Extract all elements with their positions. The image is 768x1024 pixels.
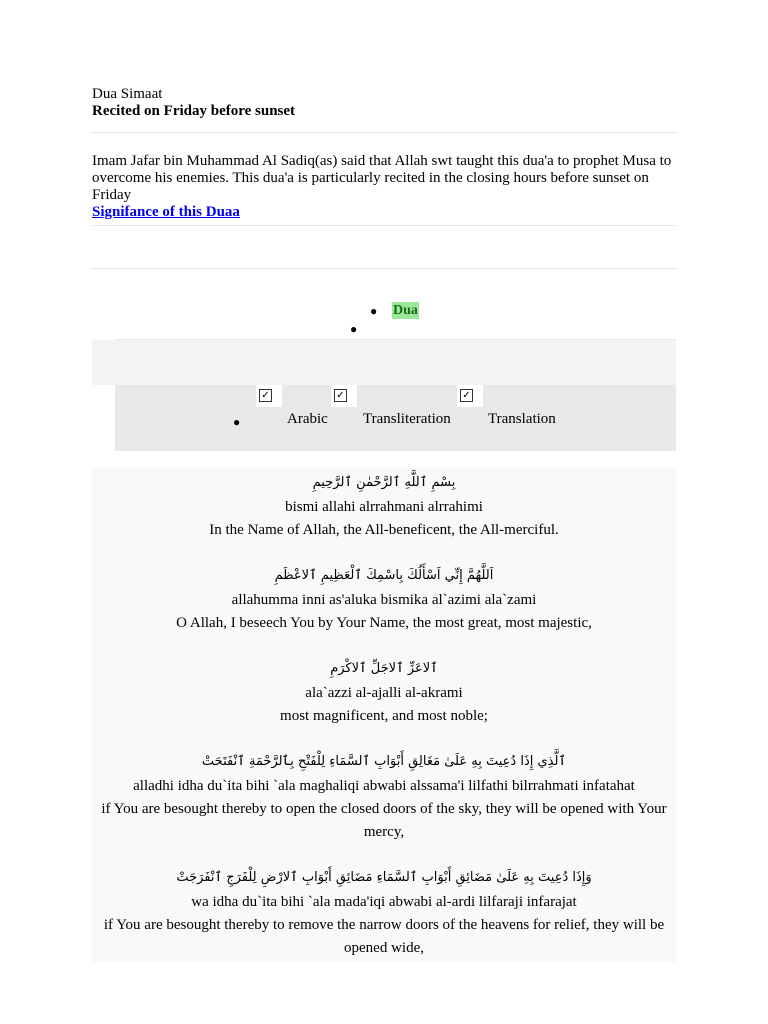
intro-text: Imam Jafar bin Muhammad Al Sadiq(as) said that Allah swt taught this dua'a to prophet Musa to overcome his enemies. This dua'a is particularly recited in the closing hours before sunset on Friday	[92, 153, 672, 203]
verse	[92, 865, 676, 960]
checkbox-translation[interactable]: ✓	[460, 389, 473, 402]
page-subtitle: Recited on Friday before sunset	[92, 103, 296, 119]
bullet-icon: ●	[233, 415, 241, 429]
verse-transliteration: alladhi idha du`ita bihi `ala maghaliqi abwabi alssama'i lilfathi bilrrahmati infatahat	[133, 778, 635, 794]
option-arabic-label: Arabic	[287, 411, 328, 427]
option-translation-label: Translation	[488, 411, 556, 427]
verse-arabic: اَللَّهُمَّ إِنِّي اَسْأَلُكَ بِاسْمِكَ ٱلْعَظِيمِ ٱلاعْظَمِ	[274, 568, 494, 583]
checkbox-translation-cell	[457, 385, 483, 407]
options-spacer	[92, 340, 676, 385]
verse-arabic: بِسْمِ ٱللَّهِ ٱلرَّحْمٰنِ ٱلرَّحِيمِ	[312, 475, 456, 490]
bullet-icon: ●	[350, 322, 358, 336]
verse-transliteration: ala`azzi al-ajalli al-akrami	[305, 685, 463, 701]
checkbox-transliteration-cell	[331, 385, 357, 407]
tab-resources[interactable]: Resources	[373, 321, 434, 336]
verse	[92, 749, 676, 844]
verse-translation: if You are besought thereby to open the closed doors of the sky, they will be opened with Your mercy,	[101, 801, 667, 840]
bullet-icon: ●	[370, 304, 378, 318]
verse-translation: In the Name of Allah, the All-beneficent, the All-merciful.	[209, 522, 559, 538]
page-content	[92, 86, 676, 962]
options-bar	[115, 385, 676, 451]
divider	[92, 132, 676, 133]
verse-transliteration: wa idha du`ita bihi `ala mada'iqi abwabi al-ardi lilfaraji infarajat	[191, 894, 577, 910]
verse	[92, 470, 676, 542]
verse-translation: if You are besought thereby to remove the narrow doors of the heavens for relief, they will be opened wide,	[103, 917, 665, 956]
dua-content	[92, 468, 676, 962]
verse	[92, 656, 676, 728]
verse-translation: most magnificent, and most noble;	[280, 708, 488, 724]
verse	[92, 563, 676, 635]
spacer	[92, 451, 676, 468]
checkbox-transliteration[interactable]: ✓	[334, 389, 347, 402]
tab-dua[interactable]: Dua	[393, 303, 418, 318]
significance-link[interactable]: Signifance of this Duaa	[92, 204, 240, 220]
divider	[92, 225, 676, 226]
checkbox-arabic-cell	[256, 385, 282, 407]
verse-arabic: ٱلاعَزِّ ٱلاجَلِّ ٱلاكْرَمِ	[330, 661, 438, 676]
verse-transliteration: bismi allahi alrrahmani alrrahimi	[285, 499, 483, 515]
page-title: Dua Simaat	[92, 86, 163, 102]
checkbox-arabic[interactable]: ✓	[259, 389, 272, 402]
verse-arabic: ٱلَّذِي إِذَا دُعِيتَ بِهِ عَلَىٰ مَغَالِقِ أَبْوَابِ ٱلسَّمَاءِ لِلْفَتْحِ بِٱلرَّحْمَةِ ٱنْفَتَحَتْ	[201, 754, 567, 769]
verse-translation: O Allah, I beseech You by Your Name, the most great, most majestic,	[176, 615, 592, 631]
option-transliteration-label: Transliteration	[363, 411, 451, 427]
tab-list	[92, 269, 676, 339]
verse-arabic: وَإِذَا دُعِيتَ بِهِ عَلَىٰ مَضَائِقِ أَبْوَابِ ٱلسَّمَاءِ مَضَائِقِ أَبْوَابِ ٱلارْضِ لِلْفَرَجِ ٱنْفَرَجَتْ	[176, 870, 592, 885]
verse-transliteration: allahumma inni as'aluka bismika al`azimi ala`zami	[231, 592, 537, 608]
